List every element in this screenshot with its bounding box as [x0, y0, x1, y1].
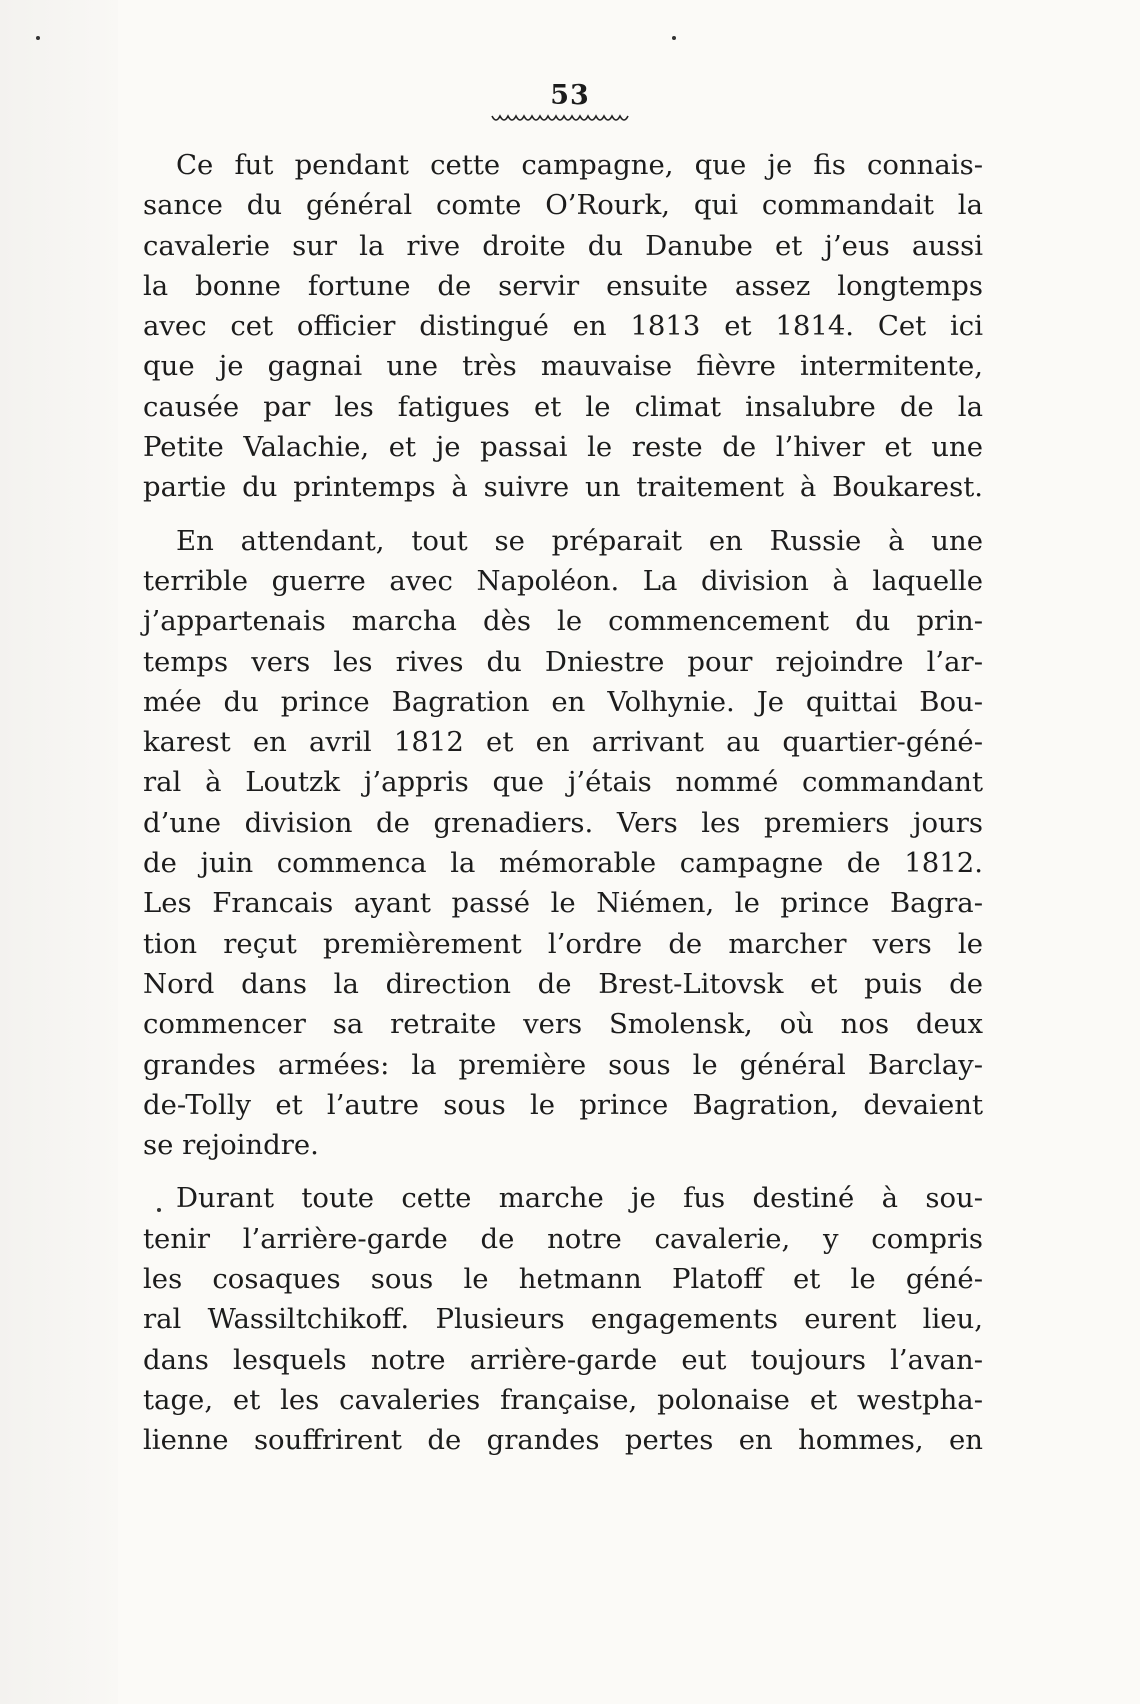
- text-line: que je gagnai une très mauvaise fièvre intermitente,: [143, 350, 983, 383]
- text-line: grandes armées: la première sous le général Barclay-: [143, 1048, 983, 1081]
- paragraph: [143, 1178, 983, 1460]
- scan-speck: [36, 36, 40, 40]
- scan-margin: [0, 0, 118, 1704]
- text-line: tenir l’arrière-garde de notre cavalerie, y compris: [143, 1222, 983, 1255]
- text-line: d’une division de grenadiers. Vers les premiers jours: [143, 806, 983, 839]
- text-line: causée par les fatigues et le climat insalubre de la: [143, 390, 983, 423]
- text-line: karest en avril 1812 et en arrivant au quartier-géné-: [143, 726, 983, 759]
- text-line: dans lesquels notre arrière-garde eut toujours l’avan-: [143, 1343, 983, 1376]
- text-line: les cosaques sous le hetmann Platoff et le géné-: [143, 1263, 983, 1296]
- text-line: Nord dans la direction de Brest-Litovsk et puis de: [143, 967, 983, 1000]
- text-line: ral à Loutzk j’appris que j’étais nommé commandant: [143, 766, 983, 799]
- paragraph: [143, 145, 983, 508]
- text-line: En attendant, tout se préparait en Russie à une: [176, 524, 983, 557]
- text-line: commencer sa retraite vers Smolensk, où nos deux: [143, 1008, 983, 1041]
- text-line: se rejoindre.: [143, 1129, 319, 1162]
- text-line: de juin commenca la mémorable campagne de 1812.: [143, 847, 983, 880]
- text-line: Petite Valachie, et je passai le reste de l’hiver et une: [143, 431, 983, 464]
- paragraph: [143, 521, 983, 1166]
- text-line: Durant toute cette marche je fus destiné à sou-: [176, 1182, 983, 1215]
- text-line: Ce fut pendant cette campagne, que je fis connais-: [176, 149, 983, 181]
- text-line: sance du général comte O’Rourk, qui commandait la: [143, 189, 983, 222]
- text-line: temps vers les rives du Dniestre pour rejoindre l’ar-: [143, 645, 983, 678]
- text-line: ral Wassiltchikoff. Plusieurs engagements eurent lieu,: [143, 1303, 983, 1336]
- text-line: de-Tolly et l’autre sous le prince Bagration, devaient: [143, 1088, 983, 1121]
- text-line: lienne souffrirent de grandes pertes en hommes, en: [143, 1424, 983, 1457]
- page-number: 53: [550, 80, 590, 111]
- text-line: partie du printemps à suivre un traitement à Boukarest.: [143, 471, 983, 504]
- text-line: mée du prince Bagration en Volhynie. Je quittai Bou-: [143, 685, 983, 718]
- text-line: j’appartenais marcha dès le commencement du prin-: [143, 605, 983, 638]
- text-line: tion reçut premièrement l’ordre de marcher vers le: [143, 927, 983, 960]
- body-text: [143, 145, 983, 1461]
- text-line: cavalerie sur la rive droite du Danube et j’eus aussi: [143, 229, 983, 262]
- text-line: terrible guerre avec Napoléon. La division à laquelle: [143, 564, 983, 597]
- text-line: tage, et les cavaleries française, polonaise et westpha-: [143, 1383, 983, 1416]
- wavy-rule-ornament: [490, 112, 630, 126]
- scan-speck: [672, 36, 676, 40]
- text-line: la bonne fortune de servir ensuite assez longtemps: [143, 269, 983, 302]
- text-line: avec cet officier distingué en 1813 et 1814. Cet ici: [143, 310, 983, 343]
- text-line: Les Francais ayant passé le Niémen, le prince Bagra-: [143, 887, 983, 920]
